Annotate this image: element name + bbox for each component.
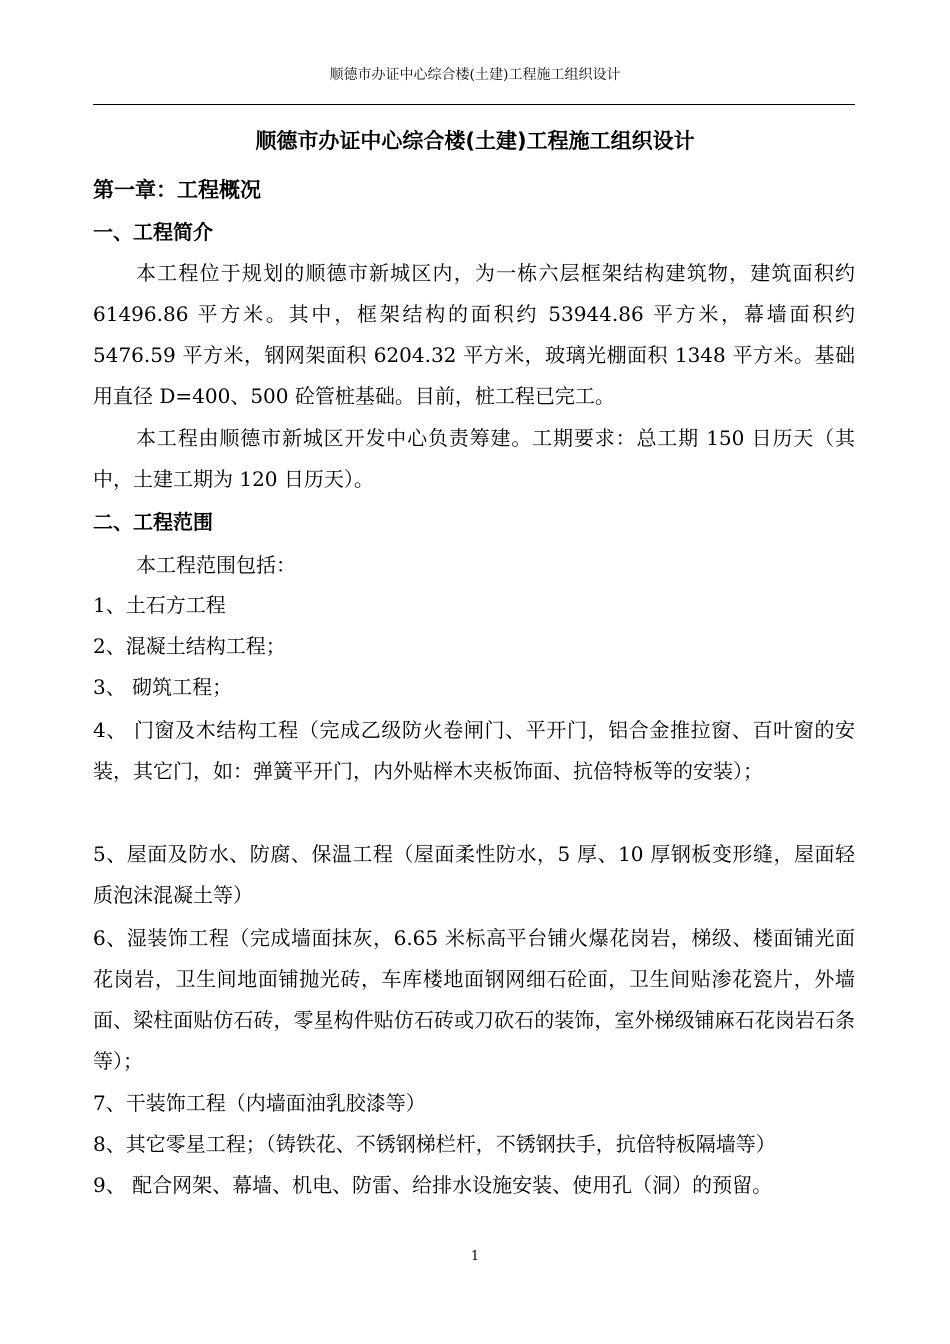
scope-item-9: 9、 配合网架、幕墙、机电、防雷、给排水设施安装、使用孔（洞）的预留。 xyxy=(93,1173,773,1197)
section-heading-overview: 一、工程简介 xyxy=(93,220,213,244)
scope-item-8: 8、其它零星工程；（铸铁花、不锈钢梯栏杆，不锈钢扶手，抗倍特板隔墙等） xyxy=(93,1132,776,1156)
section-heading-scope: 二、工程范围 xyxy=(93,510,213,534)
page-header: 顺德市办证中心综合楼(土建)工程施工组织设计 xyxy=(329,67,621,83)
scope-item-4: 4、 门窗及木结构工程（完成乙级防火卷闸门、平开门，铝合金推拉窗、百叶窗的安装，其它门，如：弹簧平开门，内外贴榉木夹板饰面、抗倍特板等的安装）； xyxy=(93,718,855,783)
overview-paragraph-1: 本工程位于规划的顺德市新城区内，为一栋六层框架结构建筑物，建筑面积约 61496.86 平方米。其中，框架结构的面积约 53944.86 平方米，幕墙面积约 5476.59 平方米，钢网架面积 6204.32 平方米，玻璃光棚面积 1348 平方米。基础用直径 D=400、500 砼管桩基础。目前，桩工程已完工。 xyxy=(93,261,855,408)
scope-item-5: 5、屋面及防水、防腐、保温工程（屋面柔性防水，5 厚、10 厚钢板变形缝，屋面轻质泡沫混凝土等） xyxy=(93,842,855,907)
scope-item-1: 1、土石方工程 xyxy=(93,593,226,617)
header-divider xyxy=(93,104,855,105)
scope-intro: 本工程范围包括： xyxy=(136,553,296,577)
chapter-heading: 第一章：工程概况 xyxy=(93,178,261,202)
scope-item-7: 7、干装饰工程（内墙面油乳胶漆等） xyxy=(93,1091,426,1115)
page-number: 1 xyxy=(470,1249,480,1264)
scope-item-3: 3、 砌筑工程； xyxy=(93,675,233,699)
document-title: 顺德市办证中心综合楼(土建)工程施工组织设计 xyxy=(255,129,695,153)
scope-item-6: 6、湿装饰工程（完成墙面抹灰，6.65 米标高平台铺火爆花岗岩，梯级、楼面铺光面花岗岩，卫生间地面铺抛光砖，车库楼地面钢网细石砼面，卫生间贴渗花瓷片，外墙面、梁柱面贴仿石砖，零星构件贴仿石砖或刀砍石的装饰，室外梯级铺麻石花岗岩石条等）； xyxy=(93,926,855,1073)
overview-paragraph-2: 本工程由顺德市新城区开发中心负责筹建。工期要求：总工期 150 日历天（其中，土建工期为 120 日历天）。 xyxy=(93,426,855,491)
scope-item-2: 2、混凝土结构工程； xyxy=(93,634,286,658)
